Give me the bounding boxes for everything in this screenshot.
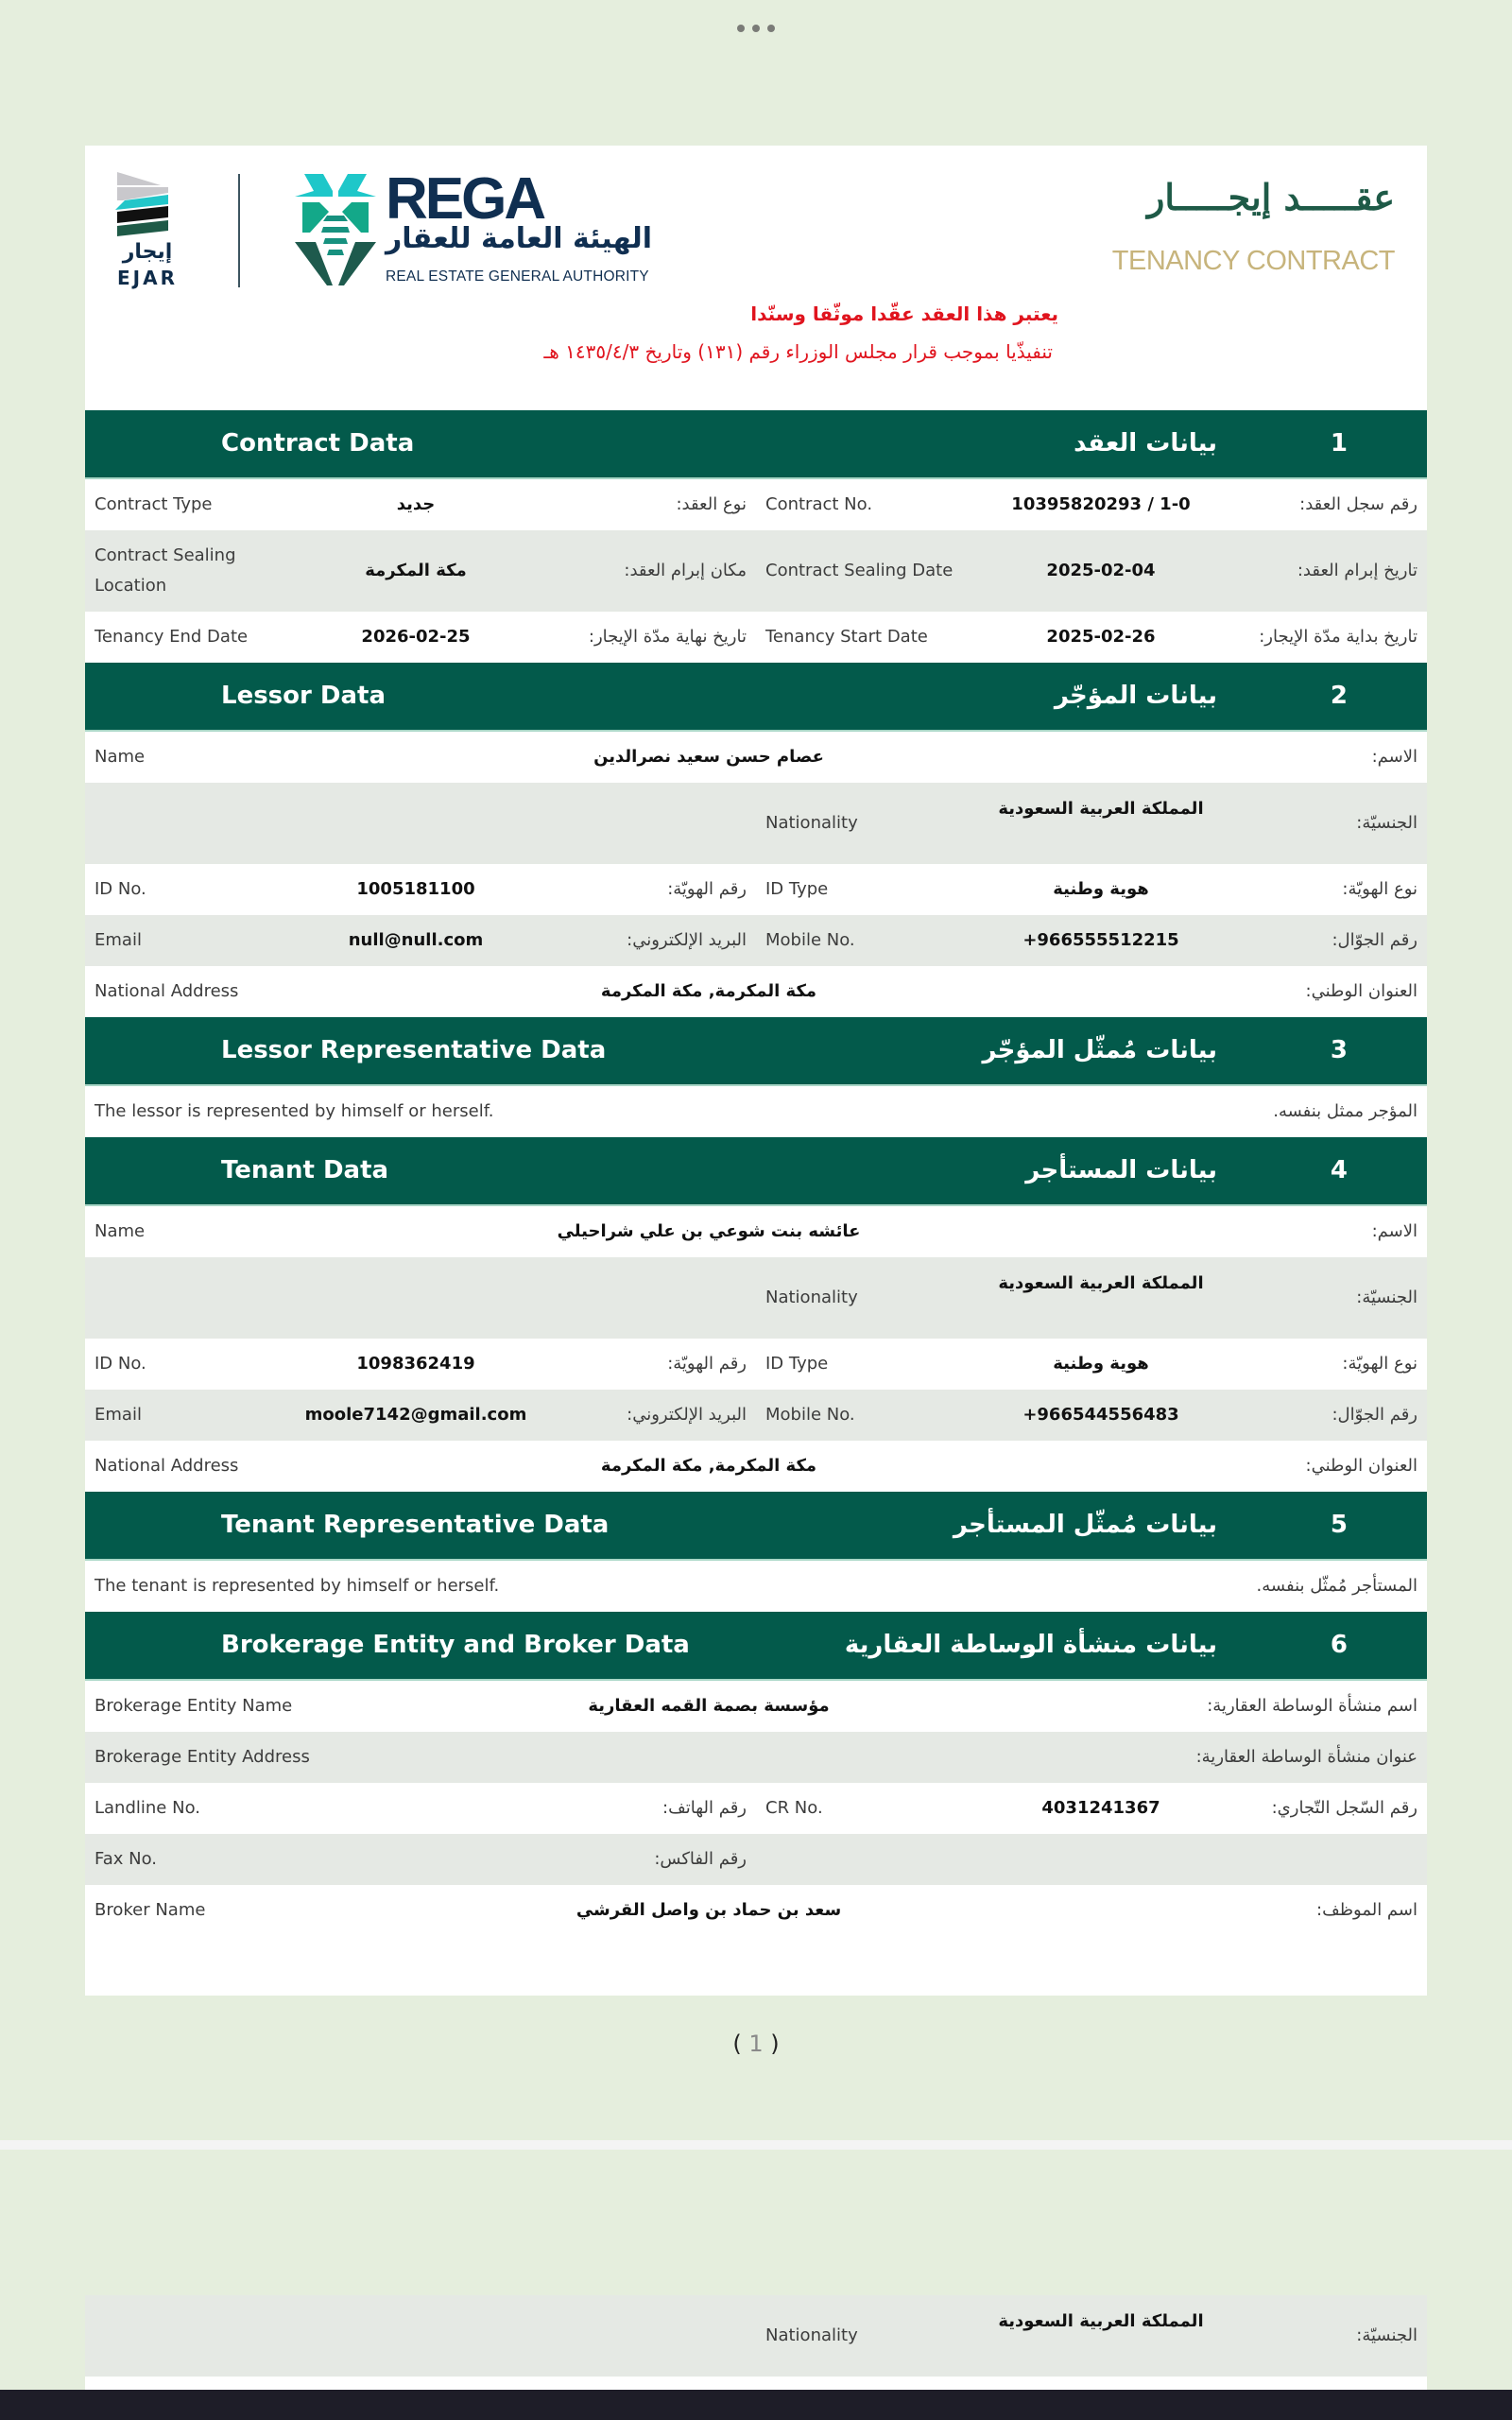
contract-no-value: 10395820293 / 1-0 bbox=[1011, 494, 1191, 514]
contract-type-value: جديد bbox=[396, 494, 436, 514]
section-header-brokerage bbox=[85, 1612, 1427, 1681]
label-en: Fax No. bbox=[94, 1849, 157, 1869]
section-title-ar: بيانات العقد bbox=[1074, 429, 1217, 458]
label-ar: الجنسيّة: bbox=[1356, 1288, 1418, 1307]
sealing-date-value: 2025-02-04 bbox=[1046, 561, 1156, 580]
ejar-logo-arabic: إيجار bbox=[122, 240, 173, 264]
table-row bbox=[85, 1834, 1427, 1885]
contract-page-1 bbox=[85, 146, 1427, 1995]
broker-name-value: سعد بن حماد بن واصل القرشي bbox=[576, 1900, 842, 1920]
section-header-tenant bbox=[85, 1137, 1427, 1206]
table-row bbox=[85, 1732, 1427, 1783]
bottom-toolbar bbox=[0, 2390, 1512, 2420]
table-row bbox=[85, 2295, 1427, 2377]
table-row bbox=[85, 1441, 1427, 1492]
label-ar: البريد الإلكتروني: bbox=[627, 1405, 747, 1425]
label-en: Contract Type bbox=[94, 494, 213, 514]
section-header-tenant-rep bbox=[85, 1492, 1427, 1561]
table-row bbox=[85, 1783, 1427, 1834]
tenant-rep-text-ar: المستأجر مُمثّل بنفسه. bbox=[1256, 1576, 1418, 1596]
section-title-en: Tenant Data bbox=[221, 1156, 389, 1184]
label-en: Tenancy End Date bbox=[94, 627, 249, 647]
rega-logo-arabic: الهيئة العامة للعقار bbox=[386, 222, 653, 255]
logo-divider bbox=[238, 174, 240, 287]
label-en: ID No. bbox=[94, 1354, 146, 1374]
section-number: 1 bbox=[1330, 429, 1348, 458]
label-en: Contract Sealing Date bbox=[765, 561, 954, 580]
tenant-address-value: مكة المكرمة, مكة المكرمة bbox=[600, 1456, 817, 1476]
label-ar: الاسم: bbox=[1371, 1221, 1418, 1241]
label-ar: رقم الهويّة: bbox=[667, 1354, 747, 1374]
section-number: 4 bbox=[1330, 1156, 1348, 1184]
lessor-rep-text-en: The lessor is represented by himself or herself. bbox=[94, 1101, 494, 1121]
section-title-en: Lessor Data bbox=[221, 682, 386, 710]
lessor-email-value: null@null.com bbox=[348, 930, 484, 950]
label-ar: رقم الفاكس: bbox=[654, 1849, 747, 1869]
page-number-open: ( bbox=[732, 2031, 749, 2057]
label-en: Name bbox=[94, 747, 146, 767]
rega-logo-text: REGA bbox=[386, 166, 544, 232]
label-en: Tenancy Start Date bbox=[765, 627, 928, 647]
section-number: 3 bbox=[1330, 1036, 1348, 1064]
lessor-rep-text-ar: المؤجر ممثل بنفسه. bbox=[1273, 1101, 1418, 1121]
label-en: Nationality bbox=[765, 1288, 858, 1307]
label-en: Contract No. bbox=[765, 494, 873, 514]
table-row bbox=[85, 732, 1427, 783]
label-ar: العنوان الوطني: bbox=[1305, 1456, 1418, 1476]
rega-logo-subtitle: REAL ESTATE GENERAL AUTHORITY bbox=[386, 268, 649, 285]
rega-logo-icon bbox=[295, 174, 376, 285]
section-title-ar: بيانات مُمثّل المؤجّر bbox=[982, 1036, 1217, 1064]
page-number bbox=[0, 2031, 1512, 2057]
table-row bbox=[85, 612, 1427, 663]
label-ar: تاريخ نهاية مدّة الإيجار: bbox=[588, 627, 747, 647]
section-title-en: Tenant Representative Data bbox=[221, 1511, 610, 1539]
tenant-email-value: moole7142@gmail.com bbox=[304, 1405, 527, 1425]
label-ar: اسم الموظف: bbox=[1316, 1900, 1418, 1920]
table-row bbox=[85, 1257, 1427, 1339]
label-ar: رقم الهويّة: bbox=[667, 879, 747, 899]
table-row bbox=[85, 1561, 1427, 1612]
label-ar: نوع العقد: bbox=[676, 494, 747, 514]
start-date-value: 2025-02-26 bbox=[1046, 627, 1156, 647]
tenant-name-value: عائشه بنت شوعي بن علي شراحيلي bbox=[557, 1221, 861, 1241]
table-row bbox=[85, 1885, 1427, 1996]
lessor-name-value: عصام حسن سعيد نصرالدين bbox=[593, 747, 824, 767]
section-title-en: Lessor Representative Data bbox=[221, 1036, 607, 1064]
label-ar: رقم الجوّال: bbox=[1332, 1405, 1418, 1425]
cr-no-value: 4031241367 bbox=[1041, 1798, 1160, 1818]
label-en: Name bbox=[94, 1221, 146, 1241]
table-row bbox=[85, 1390, 1427, 1441]
table-row bbox=[85, 915, 1427, 966]
page-number-value: 1 bbox=[748, 2031, 764, 2057]
table-row bbox=[85, 1086, 1427, 1137]
document-header bbox=[85, 146, 1427, 410]
label-ar: البريد الإلكتروني: bbox=[627, 930, 747, 950]
section-header-contract bbox=[85, 410, 1427, 479]
label-ar: عنوان منشأة الوساطة العقارية: bbox=[1195, 1747, 1418, 1767]
legal-notice-line-2: تنفيذّيا بموجب قرار مجلس الوزراء رقم (١٣١) وتاريخ ١٤٣٥/٤/٣ هـ bbox=[543, 340, 1053, 363]
section-title-ar: بيانات منشأة الوساطة العقارية bbox=[844, 1631, 1217, 1659]
label-ar: نوع الهويّة: bbox=[1342, 1354, 1418, 1374]
lessor-nationality-value: المملكة العربية السعودية bbox=[998, 799, 1204, 819]
label-en: ID Type bbox=[765, 879, 829, 899]
label-ar: مكان إبرام العقد: bbox=[624, 561, 747, 580]
label-ar: رقم الجوّال: bbox=[1332, 930, 1418, 950]
section-header-lessor bbox=[85, 663, 1427, 732]
label-en: ID No. bbox=[94, 879, 146, 899]
table-row bbox=[85, 1206, 1427, 1257]
label-en: Mobile No. bbox=[765, 930, 855, 950]
tenant-nationality-value: المملكة العربية السعودية bbox=[998, 1273, 1204, 1293]
label-ar: تاريخ إبرام العقد: bbox=[1297, 561, 1418, 580]
brokerage-name-value: مؤسسة بصمة القمه العقارية bbox=[588, 1696, 830, 1716]
section-header-lessor-rep bbox=[85, 1017, 1427, 1086]
table-row bbox=[85, 1339, 1427, 1390]
lessor-id-type-value: هوية وطنية bbox=[1053, 879, 1149, 899]
label-ar: نوع الهويّة: bbox=[1342, 879, 1418, 899]
section-number: 5 bbox=[1330, 1511, 1348, 1539]
label-en: Email bbox=[94, 930, 142, 950]
page-break bbox=[0, 2140, 1512, 2150]
label-en: Email bbox=[94, 1405, 142, 1425]
label-ar: العنوان الوطني: bbox=[1305, 981, 1418, 1001]
label-ar: رقم السّجل التّجاري: bbox=[1271, 1798, 1418, 1818]
tenant-rep-text-en: The tenant is represented by himself or herself. bbox=[94, 1576, 500, 1596]
nationality-value: المملكة العربية السعودية bbox=[998, 2311, 1204, 2331]
table-row bbox=[85, 479, 1427, 530]
label-en: Contract Sealing Location bbox=[94, 545, 236, 596]
section-title-en: Brokerage Entity and Broker Data bbox=[221, 1631, 690, 1659]
label-en: Brokerage Entity Name bbox=[94, 1696, 293, 1716]
sealing-location-value: مكة المكرمة bbox=[365, 561, 467, 580]
page-number-close: ) bbox=[763, 2031, 780, 2057]
label-en: Landline No. bbox=[94, 1798, 200, 1818]
label-en: National Address bbox=[94, 981, 239, 1001]
section-title-ar: بيانات المستأجر bbox=[1025, 1156, 1217, 1184]
end-date-value: 2026-02-25 bbox=[361, 627, 471, 647]
lessor-mobile-value: +966555512215 bbox=[1022, 930, 1179, 950]
ejar-logo-english: EJAR bbox=[117, 267, 178, 289]
label-ar: رقم الهاتف: bbox=[662, 1798, 747, 1818]
label-en: Mobile No. bbox=[765, 1405, 855, 1425]
legal-notice-line-1: يعتبر هذا العقد عقّدا موثّقا وسنّدا bbox=[750, 302, 1058, 325]
section-number: 6 bbox=[1330, 1631, 1348, 1659]
table-row bbox=[85, 864, 1427, 915]
table-row bbox=[85, 1681, 1427, 1732]
contract-page-2 bbox=[85, 2295, 1427, 2390]
label-ar: الجنسيّة: bbox=[1356, 813, 1418, 833]
label-en: National Address bbox=[94, 1456, 239, 1476]
section-title-ar: بيانات مُمثّل المستأجر bbox=[953, 1511, 1217, 1539]
lessor-address-value: مكة المكرمة, مكة المكرمة bbox=[600, 981, 817, 1001]
label-ar: الجنسيّة: bbox=[1356, 2325, 1418, 2345]
label-en: Broker Name bbox=[94, 1900, 206, 1920]
label-ar: تاريخ بداية مدّة الإيجار: bbox=[1259, 627, 1418, 647]
more-options-icon[interactable] bbox=[737, 25, 775, 32]
label-en: Nationality bbox=[765, 813, 858, 833]
tenant-mobile-value: +966544556483 bbox=[1022, 1405, 1179, 1425]
label-en: Brokerage Entity Address bbox=[94, 1747, 310, 1767]
section-title-en: Contract Data bbox=[221, 429, 415, 458]
document-title-arabic: عقـــــد إيجـــــار bbox=[1147, 176, 1395, 218]
section-title-ar: بيانات المؤجّر bbox=[1054, 682, 1217, 710]
label-en: Nationality bbox=[765, 2325, 858, 2345]
tenant-id-type-value: هوية وطنية bbox=[1053, 1354, 1149, 1374]
label-ar: اسم منشأة الوساطة العقارية: bbox=[1207, 1696, 1418, 1716]
label-ar: الاسم: bbox=[1371, 747, 1418, 767]
table-row bbox=[85, 966, 1427, 1017]
label-ar: رقم سجل العقد: bbox=[1299, 494, 1418, 514]
tenant-id-value: 1098362419 bbox=[356, 1354, 475, 1374]
label-en: ID Type bbox=[765, 1354, 829, 1374]
lessor-id-value: 1005181100 bbox=[356, 879, 475, 899]
document-title-english: TENANCY CONTRACT bbox=[1111, 246, 1395, 276]
label-en: CR No. bbox=[765, 1798, 823, 1818]
section-number: 2 bbox=[1330, 682, 1348, 710]
table-row bbox=[85, 530, 1427, 612]
table-row bbox=[85, 783, 1427, 864]
